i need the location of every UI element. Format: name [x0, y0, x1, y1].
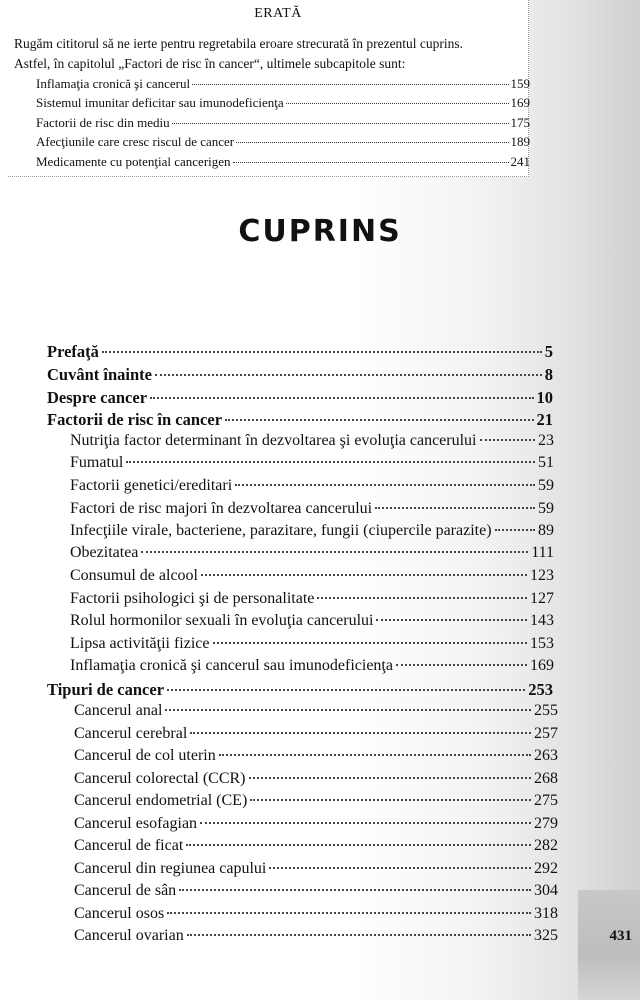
toc-entry: Inflamaţia cronică şi cancerul sau imunodeficienţa 169	[70, 657, 554, 674]
toc-entry: Cancerul din regiunea capului 292	[74, 860, 558, 877]
errata-line-1: Rugăm cititorul să ne ierte pentru regretabila eroare strecurată în prezentul cuprins.	[14, 36, 464, 51]
toc-entry: Rolul hormonilor sexuali în evoluţia cancerului 143	[70, 612, 554, 629]
page-number: 431	[609, 928, 632, 944]
toc-entry: Cancerul ovarian 325	[74, 927, 558, 944]
toc-entry: Fumatul 51	[70, 454, 554, 471]
toc-entry: Prefaţă 5	[47, 342, 553, 361]
toc-entry: Nutriţia factor determinant în dezvoltarea şi evoluţia cancerului 23	[70, 432, 554, 449]
errata-item: Sistemul imunitar deficitar sau imunodeficienţa 169	[36, 95, 530, 110]
errata-item: Medicamente cu potenţial cancerigen 241	[36, 154, 530, 169]
toc-entry: Factorii psihologici şi de personalitate 127	[70, 590, 554, 607]
toc-entry: Despre cancer 10	[47, 388, 553, 407]
toc-entry: Cancerul de col uterin 263	[74, 747, 558, 764]
errata-item: Inflamaţia cronică şi cancerul 159	[36, 76, 530, 91]
toc-entry: Cancerul osos 318	[74, 905, 558, 922]
toc-entry: Infecţiile virale, bacteriene, parazitare, fungii (ciupercile parazite) 89	[70, 522, 554, 539]
toc-title: CUPRINS	[238, 214, 402, 249]
toc-entry: Consumul de alcool 123	[70, 567, 554, 584]
toc-entry: Factorii genetici/ereditari 59	[70, 477, 554, 494]
toc-entry: Cancerul colorectal (CCR) 268	[74, 770, 558, 787]
toc-entry: Cancerul esofagian 279	[74, 815, 558, 832]
errata-line-2: Astfel, în capitolul „Factori de risc în cancer“, ultimele subcapitole sunt:	[14, 56, 406, 71]
errata-slip	[8, 0, 529, 177]
toc-entry: Factori de risc majori în dezvoltarea cancerului 59	[70, 500, 554, 517]
toc-entry: Lipsa activităţii fizice 153	[70, 635, 554, 652]
toc-entry: Tipuri de cancer 253	[47, 680, 553, 699]
errata-title: ERATĂ	[254, 6, 302, 21]
errata-item: Factorii de risc din mediu 175	[36, 115, 530, 130]
errata-item: Afecţiunile care cresc riscul de cancer 189	[36, 134, 530, 149]
toc-entry: Cancerul endometrial (CE) 275	[74, 792, 558, 809]
toc-entry: Factorii de risc în cancer 21	[47, 410, 553, 429]
toc-entry: Cuvânt înainte 8	[47, 365, 553, 384]
toc-entry: Cancerul anal 255	[74, 702, 558, 719]
toc-entry: Cancerul de sân 304	[74, 882, 558, 899]
toc-entry: Cancerul cerebral 257	[74, 725, 558, 742]
toc-entry: Cancerul de ficat 282	[74, 837, 558, 854]
page-edge-shadow	[578, 890, 640, 1000]
toc-entry: Obezitatea 111	[70, 544, 554, 561]
